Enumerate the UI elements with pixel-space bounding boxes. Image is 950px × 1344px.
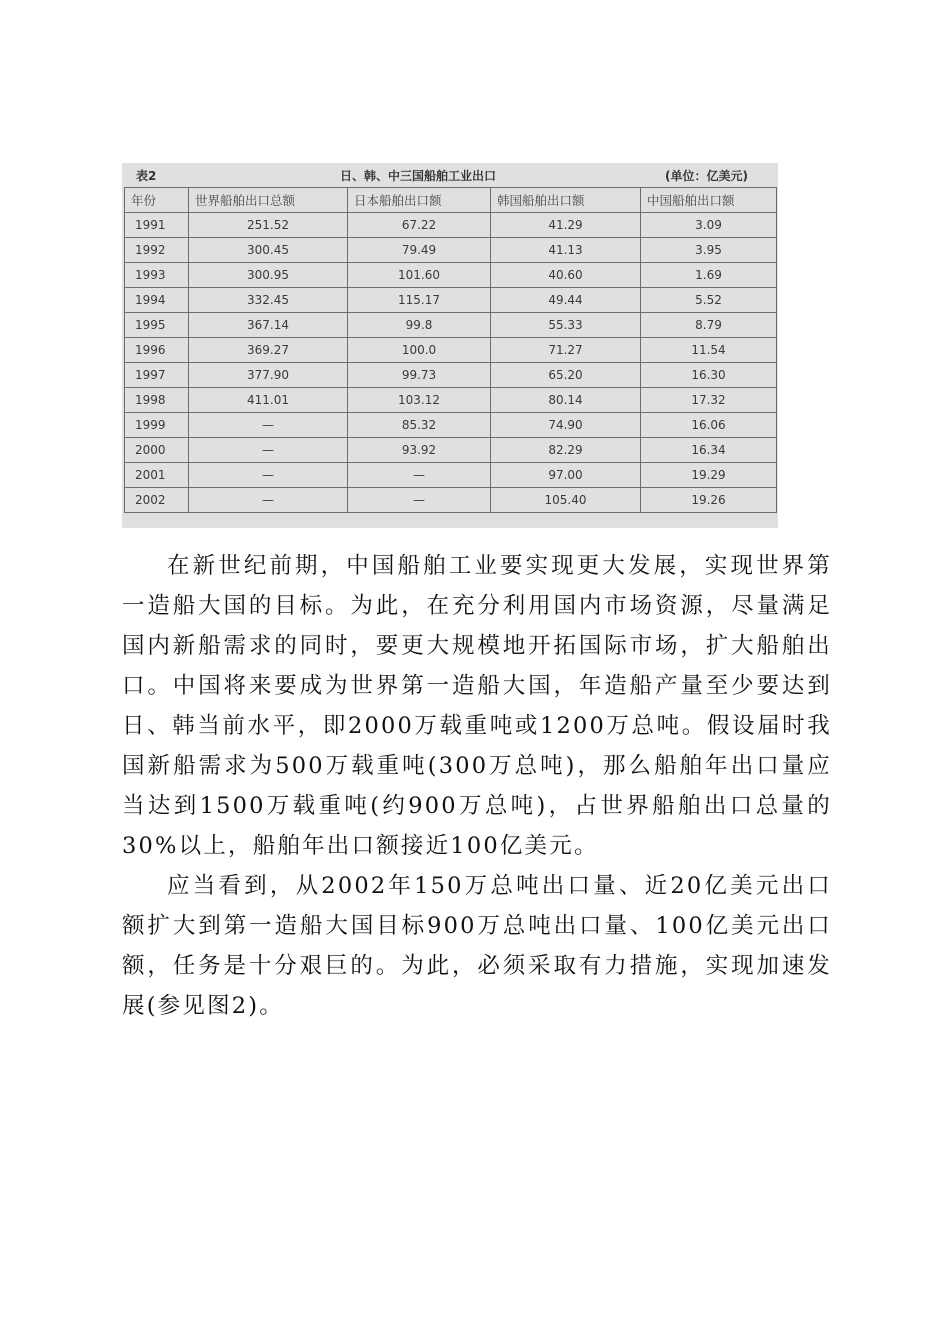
paragraph-1: 在新世纪前期，中国船舶工业要实现更大发展，实现世界第一造船大国的目标。为此，在充分利用国内市场资源，尽量满足国内新船需求的同时，要更大规模地开拓国际市场，扩大船舶出口。中国将来要成为世界第一造船大国，年造船产量至少要达到日、韩当前水平，即2000万载重吨或1200万总吨。假设届时我国新船需求为500万载重吨(300万总吨)，那么船舶年出口量应当达到1500万载重吨(约900万总吨)，占世界船舶出口总量的30%以上，船舶年出口额接近100亿美元。 <box>122 553 832 859</box>
cell-value: — <box>189 463 348 488</box>
table-label: 表2 <box>136 169 157 183</box>
cell-value: 251.52 <box>189 213 348 238</box>
cell-value: 103.12 <box>348 388 491 413</box>
header-japan: 日本船舶出口额 <box>348 188 491 213</box>
cell-value: 332.45 <box>189 288 348 313</box>
header-year: 年份 <box>125 188 189 213</box>
table-row <box>125 363 777 388</box>
paragraph-2: 应当看到，从2002年150万总吨出口量、近20亿美元出口额扩大到第一造船大国目标900万总吨出口量、100亿美元出口额，任务是十分艰巨的。为此，必须采取有力措施，实现加速发展(参见图2)。 <box>122 873 832 1019</box>
table-row <box>125 488 777 513</box>
table-header-row <box>125 188 777 213</box>
cell-value: 101.60 <box>348 263 491 288</box>
table-row <box>125 438 777 463</box>
cell-year: 1994 <box>125 288 189 313</box>
table-row <box>125 213 777 238</box>
cell-value: 74.90 <box>491 413 641 438</box>
cell-value: 49.44 <box>491 288 641 313</box>
cell-value: 67.22 <box>348 213 491 238</box>
table-row <box>125 338 777 363</box>
cell-value: 85.32 <box>348 413 491 438</box>
cell-value: 93.92 <box>348 438 491 463</box>
cell-value: 82.29 <box>491 438 641 463</box>
cell-value: 41.13 <box>491 238 641 263</box>
cell-value: 71.27 <box>491 338 641 363</box>
cell-year: 1998 <box>125 388 189 413</box>
cell-value: 16.34 <box>641 438 777 463</box>
cell-value: 65.20 <box>491 363 641 388</box>
cell-value: 79.49 <box>348 238 491 263</box>
cell-value: 97.00 <box>491 463 641 488</box>
table-image <box>122 163 778 528</box>
cell-value: 115.17 <box>348 288 491 313</box>
cell-year: 1993 <box>125 263 189 288</box>
cell-value: — <box>348 488 491 513</box>
cell-value: 377.90 <box>189 363 348 388</box>
cell-value: — <box>189 438 348 463</box>
cell-value: 80.14 <box>491 388 641 413</box>
cell-year: 1991 <box>125 213 189 238</box>
export-table <box>124 187 777 513</box>
cell-value: 41.29 <box>491 213 641 238</box>
table-row <box>125 463 777 488</box>
cell-value: 19.26 <box>641 488 777 513</box>
cell-value: 16.06 <box>641 413 777 438</box>
cell-year: 1992 <box>125 238 189 263</box>
header-korea: 韩国船舶出口额 <box>491 188 641 213</box>
table-row <box>125 263 777 288</box>
header-world: 世界船舶出口总额 <box>189 188 348 213</box>
cell-value: 300.95 <box>189 263 348 288</box>
table-unit: (单位：亿美元) <box>665 169 748 183</box>
table-title: 日、韩、中三国船舶工业出口 <box>340 169 497 183</box>
cell-value: 100.0 <box>348 338 491 363</box>
table-row <box>125 388 777 413</box>
cell-value: 99.73 <box>348 363 491 388</box>
cell-value: 411.01 <box>189 388 348 413</box>
cell-year: 1996 <box>125 338 189 363</box>
cell-value: 8.79 <box>641 313 777 338</box>
cell-value: — <box>189 488 348 513</box>
cell-year: 2001 <box>125 463 189 488</box>
table-row <box>125 413 777 438</box>
cell-value: 105.40 <box>491 488 641 513</box>
cell-value: 11.54 <box>641 338 777 363</box>
body-text <box>122 546 832 1026</box>
cell-value: — <box>348 463 491 488</box>
cell-value: 99.8 <box>348 313 491 338</box>
cell-year: 2002 <box>125 488 189 513</box>
cell-value: 55.33 <box>491 313 641 338</box>
cell-year: 2000 <box>125 438 189 463</box>
cell-value: 300.45 <box>189 238 348 263</box>
cell-value: 369.27 <box>189 338 348 363</box>
cell-value: 5.52 <box>641 288 777 313</box>
cell-value: 16.30 <box>641 363 777 388</box>
cell-year: 1995 <box>125 313 189 338</box>
table-row <box>125 238 777 263</box>
table-row <box>125 288 777 313</box>
cell-value: 1.69 <box>641 263 777 288</box>
cell-year: 1999 <box>125 413 189 438</box>
cell-value: 19.29 <box>641 463 777 488</box>
table-caption <box>122 163 778 187</box>
cell-value: 3.09 <box>641 213 777 238</box>
table-row <box>125 313 777 338</box>
cell-value: 367.14 <box>189 313 348 338</box>
cell-value: 3.95 <box>641 238 777 263</box>
header-china: 中国船舶出口额 <box>641 188 777 213</box>
cell-value: 40.60 <box>491 263 641 288</box>
cell-value: 17.32 <box>641 388 777 413</box>
cell-value: — <box>189 413 348 438</box>
cell-year: 1997 <box>125 363 189 388</box>
